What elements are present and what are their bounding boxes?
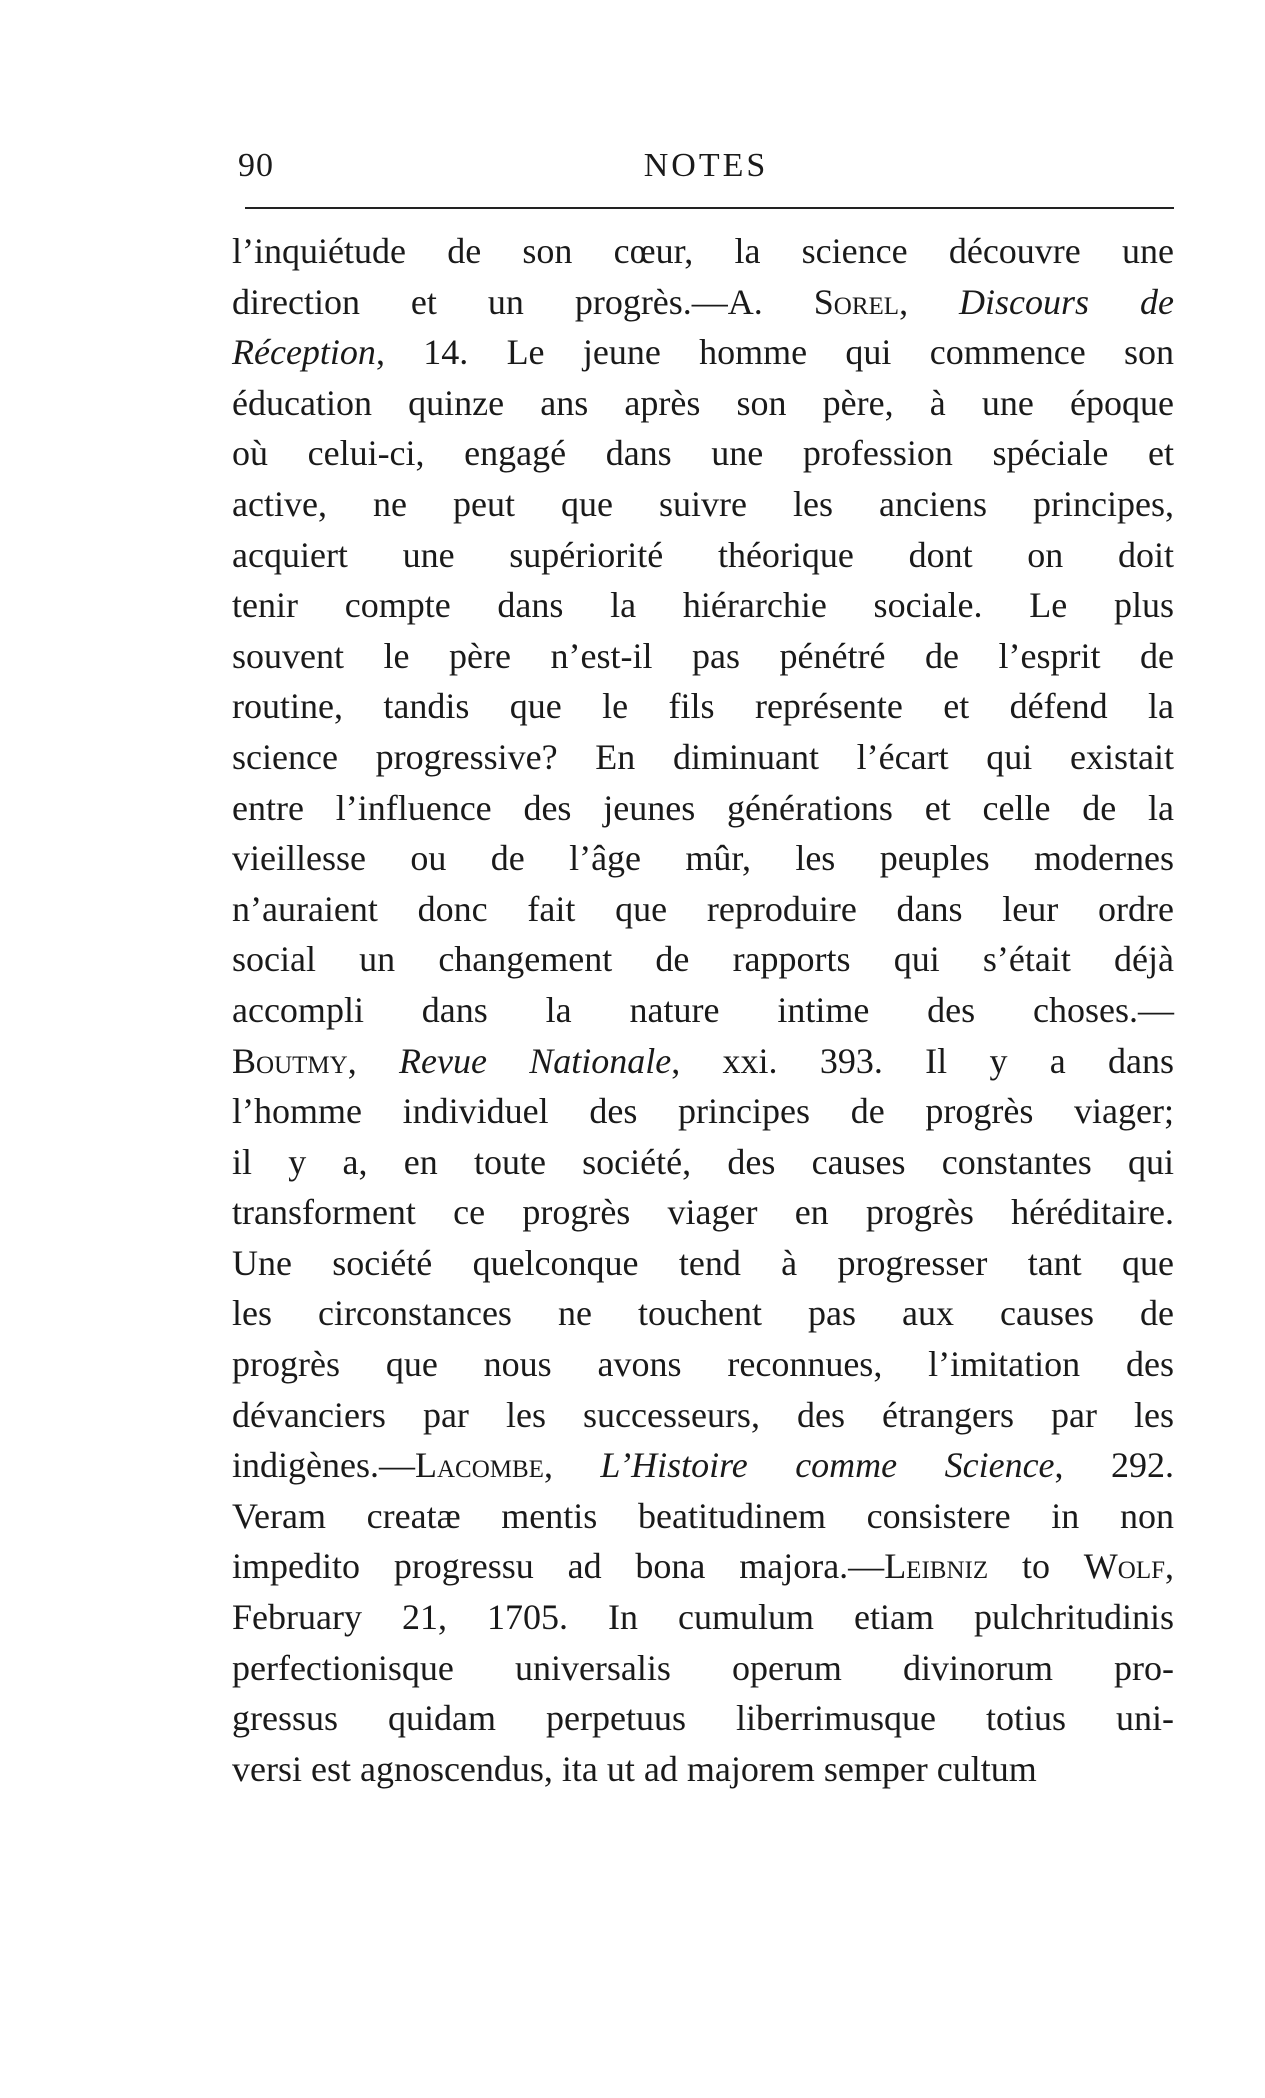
author-name: Leibniz [884,1546,989,1587]
text-segment: vieillesse ou de l’âge mûr, les peuples modernes [232,838,1174,879]
text-line [232,1390,1174,1441]
text-segment: , [347,1040,399,1081]
work-title: Discours de [959,281,1174,322]
text-segment: l’homme individuel des principes de progrès viager; [232,1091,1174,1132]
author-name: Boutmy [232,1040,348,1081]
text-segment: , [899,281,960,322]
text-segment: les circonstances ne touchent pas aux causes de [232,1293,1174,1334]
text-segment: souvent le père n’est-il pas pénétré de l’esprit de [232,635,1174,676]
text-line [232,1541,1174,1592]
text-segment: perfectionisque universalis operum divinorum pro- [232,1647,1174,1688]
text-line [232,378,1174,429]
text-line [232,631,1174,682]
author-name: Wolf [1083,1546,1165,1587]
text-segment: impedito progressu ad bona majora.— [232,1546,885,1587]
header-rule [245,207,1174,209]
text-segment: , [1165,1546,1174,1587]
text-line [232,1693,1174,1744]
text-line [232,985,1174,1036]
text-line [232,1592,1174,1643]
page-header [238,142,1174,190]
text-segment: éducation quinze ans après son père, à une époque [232,382,1174,423]
page-number: 90 [238,147,274,184]
text-line [232,1187,1174,1238]
text-line [232,277,1174,328]
text-segment: science progressive? En diminuant l’écart qui existait [232,736,1174,777]
text-line [232,1238,1174,1289]
text-segment: versi est agnoscendus, ita ut ad majorem semper cultum [232,1748,1037,1789]
text-segment: active, ne peut que suivre les anciens principes, [232,483,1174,524]
text-line [232,580,1174,631]
text-line [232,479,1174,530]
text-line [232,732,1174,783]
text-segment: tenir compte dans la hiérarchie sociale. Le plus [232,585,1174,626]
text-segment: to [988,1546,1084,1587]
running-head: NOTES [643,147,769,184]
work-title: Revue Nationale [399,1040,672,1081]
text-segment: , [543,1445,601,1486]
text-segment: accompli dans la nature intime des choses.— [232,989,1174,1030]
text-segment: progrès que nous avons reconnues, l’imitation des [232,1344,1174,1385]
text-segment: , 14. Le jeune homme qui commence son [375,332,1174,373]
text-segment: routine, tandis que le fils représente et défend la [232,686,1174,727]
text-line [232,1744,1174,1795]
text-segment: il y a, en toute société, des causes constantes qui [232,1141,1174,1182]
text-line [232,884,1174,935]
work-title: L’Histoire comme Science [600,1445,1055,1486]
text-segment: entre l’influence des jeunes générations et celle de la [232,787,1174,828]
text-line [232,1288,1174,1339]
text-segment: February 21, 1705. In cumulum etiam pulchritudinis [232,1597,1174,1638]
text-segment: l’inquiétude de son cœur, la science découvre une [232,231,1174,271]
text-segment: social un changement de rapports qui s’était déjà [232,939,1174,980]
author-name: Lacombe [414,1445,544,1486]
text-segment: n’auraient donc fait que reproduire dans leur ordre [232,888,1174,929]
text-line [232,327,1174,378]
text-segment: , 292. [1054,1445,1175,1486]
text-segment: indigènes.— [232,1445,415,1486]
notes-body-text [232,226,1174,1794]
text-line [232,1491,1174,1542]
text-line [232,1036,1174,1087]
text-segment: dévanciers par les successeurs, des étrangers par les [232,1394,1174,1435]
text-segment: où celui-ci, engagé dans une profession spéciale et [232,433,1174,474]
text-segment: direction et un progrès.—A. [232,281,814,322]
text-line [232,833,1174,884]
text-line [232,428,1174,479]
text-segment: transforment ce progrès viager en progrès héréditaire. [232,1192,1174,1233]
text-line [232,783,1174,834]
author-name: Sorel [813,281,900,322]
work-title: Réception [232,332,376,373]
text-segment: Veram creatæ mentis beatitudinem consistere in non [232,1495,1174,1536]
text-line [232,1339,1174,1390]
text-line [232,1643,1174,1694]
text-line [232,934,1174,985]
text-segment: gressus quidam perpetuus liberrimusque totius uni- [232,1698,1174,1739]
text-line [232,681,1174,732]
text-segment: Une société quelconque tend à progresser tant que [232,1242,1174,1283]
text-line [232,1440,1174,1491]
text-line [232,1086,1174,1137]
text-line [232,530,1174,581]
text-line [232,226,1174,277]
text-segment: , xxi. 393. Il y a dans [671,1040,1175,1081]
text-segment: acquiert une supériorité théorique dont on doit [232,534,1174,575]
text-line [232,1137,1174,1188]
